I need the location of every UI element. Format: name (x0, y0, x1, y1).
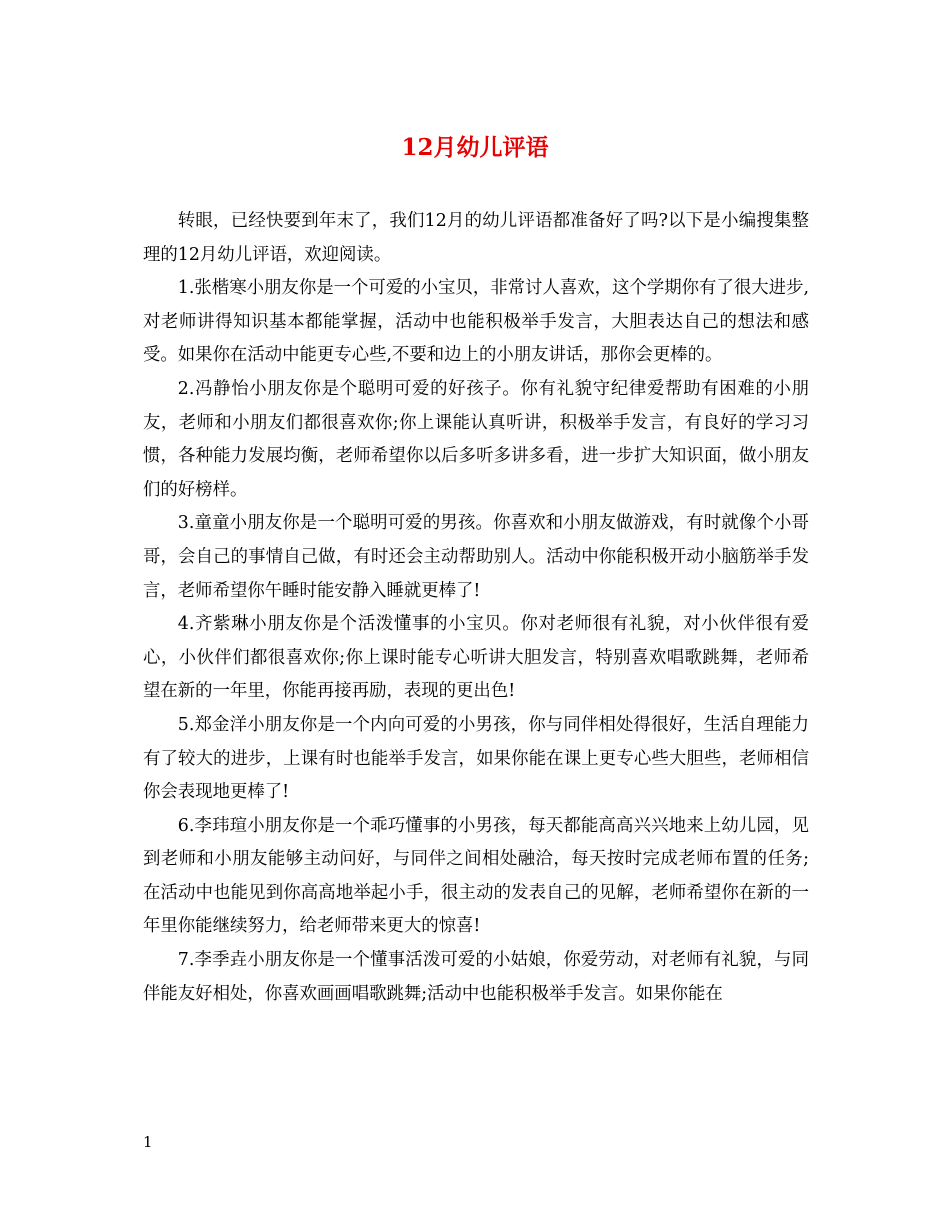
comment-paragraph-5: 5.郑金洋小朋友你是一个内向可爱的小男孩，你与同伴相处得很好，生活自理能力有了较大的进步，上课有时也能举手发言，如果你能在课上更专心些大胆些，老师相信你会表现地更棒了! (143, 714, 809, 803)
comment-paragraph-4: 4.齐紫琳小朋友你是个活泼懂事的小宝贝。你对老师很有礼貌，对小伙伴很有爱心，小伙伴们都很喜欢你;你上课时能专心听讲大胆发言，特别喜欢唱歌跳舞，老师希望在新的一年里，你能再接再励，表现的更出色! (143, 614, 809, 702)
page-title: 12月幼儿评语 (401, 134, 549, 161)
document-body (143, 205, 809, 1011)
comment-paragraph-6: 6.李玮瑄小朋友你是一个乖巧懂事的小男孩，每天都能高高兴兴地来上幼儿园，见到老师和小朋友能够主动问好，与同伴之间相处融洽，每天按时完成老师布置的任务;在活动中也能见到你高高地举起小手，很主动的发表自己的见解，老师希望你在新的一年里你能继续努力，给老师带来更大的惊喜! (143, 815, 809, 937)
page-number: 1 (143, 1133, 153, 1151)
intro-paragraph: 转眼，已经快要到年末了，我们12月的幼儿评语都准备好了吗?以下是小编搜集整理的12月幼儿评语，欢迎阅读。 (143, 211, 809, 265)
comment-paragraph-3: 3.童童小朋友你是一个聪明可爱的男孩。你喜欢和小朋友做游戏，有时就像个小哥哥，会自己的事情自己做，有时还会主动帮助别人。活动中你能积极开动小脑筋举手发言，老师希望你午睡时能安静入睡就更棒了! (143, 513, 809, 601)
comment-paragraph-1: 1.张楷寒小朋友你是一个可爱的小宝贝，非常讨人喜欢，这个学期你有了很大进步,对老师讲得知识基本都能掌握，活动中也能积极举手发言，大胆表达自己的想法和感受。如果你在活动中能更专心些,不要和边上的小朋友讲话，那你会更棒的。 (143, 278, 809, 366)
comment-paragraph-2: 2.冯静怡小朋友你是个聪明可爱的好孩子。你有礼貌守纪律爱帮助有困难的小朋友，老师和小朋友们都很喜欢你;你上课能认真听讲，积极举手发言，有良好的学习习惯，各种能力发展均衡，老师希望你以后多听多讲多看，进一步扩大知识面，做小朋友们的好榜样。 (143, 378, 809, 500)
comment-paragraph-7: 7.李季垚小朋友你是一个懂事活泼可爱的小姑娘，你爱劳动，对老师有礼貌，与同伴能友好相处，你喜欢画画唱歌跳舞;活动中也能积极举手发言。如果你能在 (143, 950, 809, 1004)
